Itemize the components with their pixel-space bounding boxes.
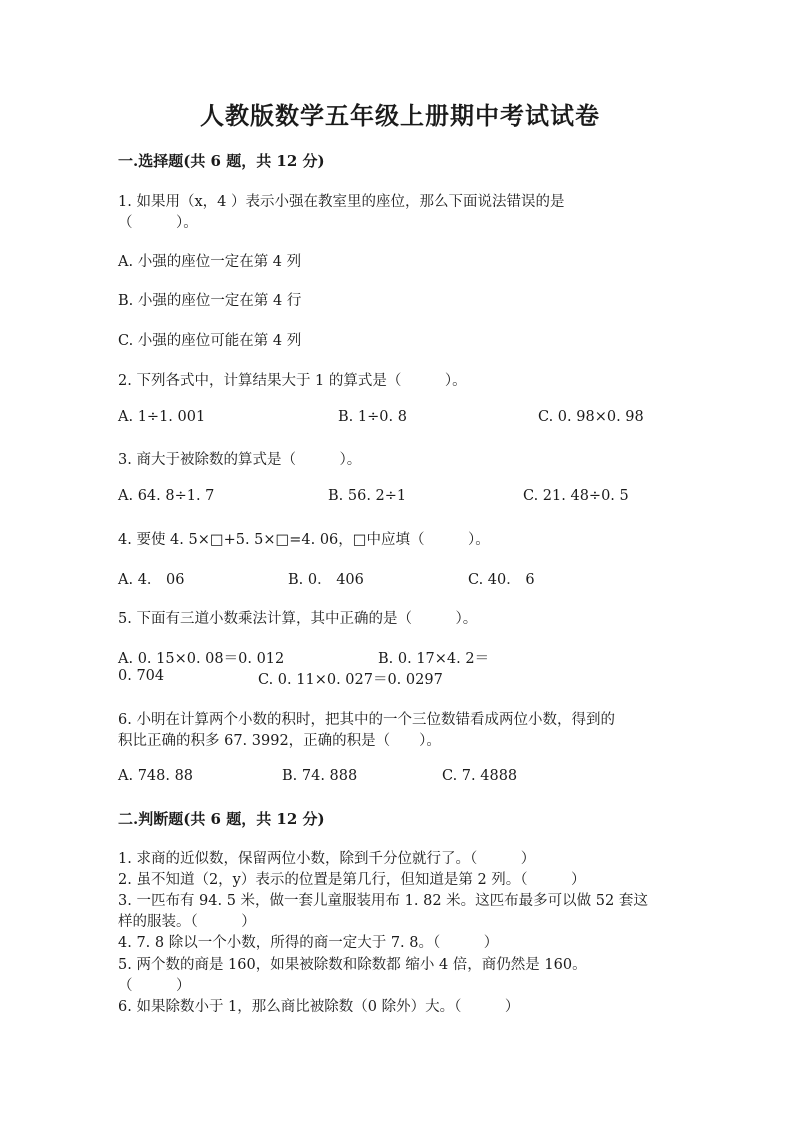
question-6-stem-line2: 积比正确的积多 67. 3992，正确的积是（ ）。 <box>118 733 441 749</box>
question-6-option-a: A. 748. 88 <box>118 768 194 784</box>
question-1-stem-line2: （ ）。 <box>118 215 198 231</box>
judge-line: 6. 如果除数小于 1，那么商比被除数（0 除外）大。（ ） <box>118 999 520 1015</box>
judge-line: 5. 两个数的商是 160，如果被除数和除数都 缩小 4 倍，商仍然是 160。 <box>118 957 587 973</box>
question-4-option-b: B. 0． 406 <box>288 572 364 588</box>
judge-line: 1. 求商的近似数，保留两位小数，除到千分位就行了。（ ） <box>118 851 536 867</box>
question-5-stem: 5. 下面有三道小数乘法计算，其中正确的是（ ）。 <box>118 611 478 627</box>
section-2-heading: 二.判断题(共 6 题，共 12 分) <box>118 810 325 828</box>
question-5-option-c: C. 0. 11×0. 027＝0. 0297 <box>258 672 443 688</box>
judge-line: 3. 一匹布有 94. 5 米，做一套儿童服装用布 1. 82 米。这匹布最多可以做 52 套这 <box>118 893 648 909</box>
question-1-option-b: B. 小强的座位一定在第 4 行 <box>118 293 302 309</box>
question-4-option-a: A. 4． 06 <box>118 572 185 588</box>
question-6-option-b: B. 74. 888 <box>282 768 358 784</box>
question-5-option-b-continued: 0. 704 <box>118 668 165 684</box>
question-3-option-b: B. 56. 2÷1 <box>328 488 407 504</box>
question-6-stem-line1: 6. 小明在计算两个小数的积时，把其中的一个三位数错看成两位小数，得到的 <box>118 712 615 728</box>
judge-line: 4. 7. 8 除以一个小数，所得的商一定大于 7. 8。（ ） <box>118 935 499 951</box>
section-1-heading: 一.选择题(共 6 题，共 12 分) <box>118 152 325 170</box>
question-6-option-c: C. 7. 4888 <box>442 768 518 784</box>
question-4-stem: 4. 要使 4. 5×□+5. 5×□=4. 06，□中应填（ ）。 <box>118 532 490 548</box>
question-1-option-a: A. 小强的座位一定在第 4 列 <box>118 254 302 270</box>
question-2-option-a: A. 1÷1. 001 <box>118 409 206 425</box>
judge-line: 样的服装。（ ） <box>118 914 256 930</box>
judge-line: 2. 虽不知道（2，y）表示的位置是第几行，但知道是第 2 列。（ ） <box>118 872 586 888</box>
judge-line: （ ） <box>118 978 191 994</box>
question-1-option-c: C. 小强的座位可能在第 4 列 <box>118 333 302 349</box>
question-2-option-c: C. 0. 98×0. 98 <box>538 409 644 425</box>
question-5-option-a: A. 0. 15×0. 08＝0. 012 <box>118 651 285 667</box>
question-3-option-c: C. 21. 48÷0. 5 <box>523 488 629 504</box>
question-3-stem: 3. 商大于被除数的算式是（ ）。 <box>118 452 362 468</box>
question-1-stem-line1: 1. 如果用（x，4 ）表示小强在教室里的座位，那么下面说法错误的是 <box>118 194 565 210</box>
question-5-option-b: B. 0. 17×4. 2＝ <box>378 651 490 667</box>
question-2-stem: 2. 下列各式中，计算结果大于 1 的算式是（ ）。 <box>118 373 467 389</box>
question-4-option-c: C. 40． 6 <box>468 572 535 588</box>
question-2-option-b: B. 1÷0. 8 <box>338 409 407 425</box>
question-3-option-a: A. 64. 8÷1. 7 <box>118 488 215 504</box>
page-title: 人教版数学五年级上册期中考试试卷 <box>200 101 600 130</box>
